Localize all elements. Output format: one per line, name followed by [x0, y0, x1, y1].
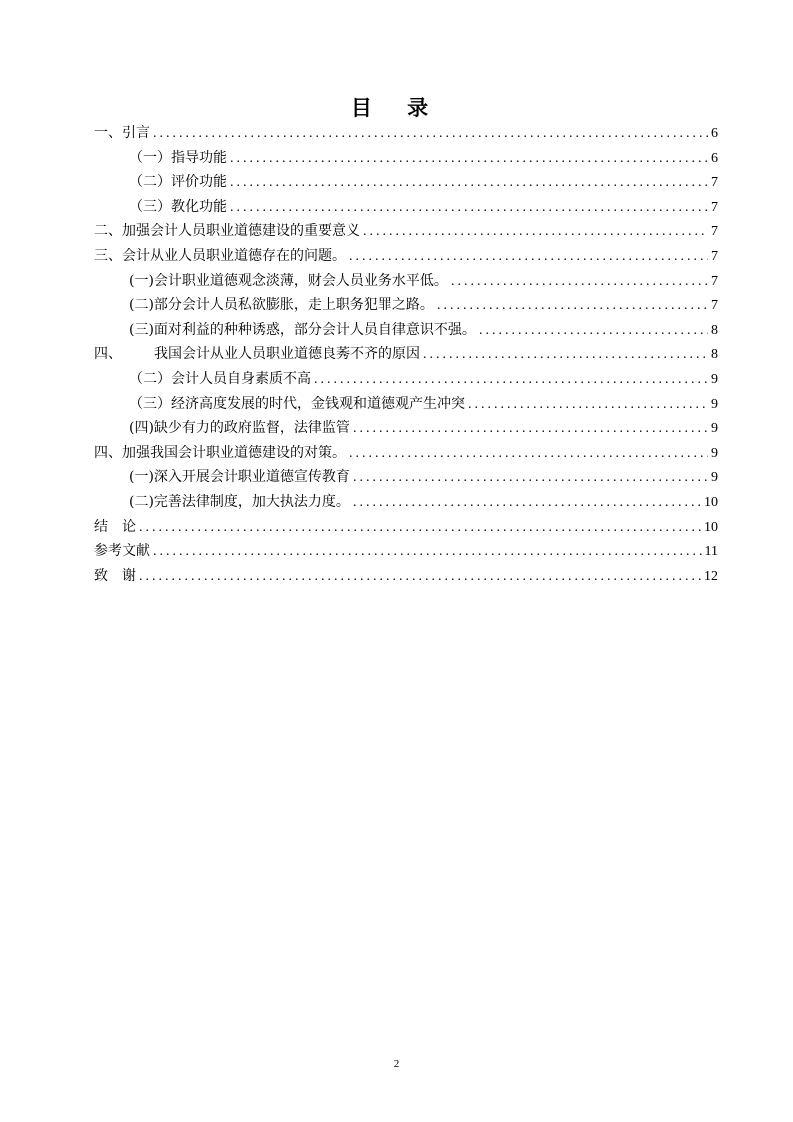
toc-entry-label: 三、会计从业人员职业道德存在的问题。	[94, 247, 346, 264]
toc-entry-page: 7	[711, 248, 718, 264]
toc-entry-acknowledgements[interactable]	[94, 564, 718, 589]
toc-dot-leader	[314, 368, 708, 392]
toc-entry-page: 7	[711, 224, 718, 240]
toc-entry-page: 6	[711, 150, 718, 166]
toc-dot-leader	[353, 491, 701, 515]
page-number: 2	[393, 1058, 400, 1070]
toc-entry-label: 一、引言	[94, 125, 150, 141]
toc-entry-text: 我国会计从业人员职业道德良莠不齐的原因	[154, 346, 420, 363]
toc-dot-leader	[451, 270, 708, 294]
toc-entry-label	[94, 515, 136, 540]
toc-entry-char: 致	[94, 567, 108, 584]
toc-entry-low-quality[interactable]	[94, 367, 718, 392]
toc-entry-guidance[interactable]	[94, 146, 718, 171]
toc-entry-label: （三）经济高度发展的时代，金钱观和道德观产生冲突	[129, 395, 465, 412]
toc-entry-problems[interactable]	[94, 244, 718, 269]
toc-entry-label: (一)会计职业道德观念淡薄，财会人员业务水平低。	[129, 272, 448, 289]
toc-dot-leader	[153, 122, 708, 146]
toc-entry-page: 9	[711, 371, 718, 387]
toc-entry-legal-system[interactable]	[94, 490, 718, 515]
toc-entry-page: 10	[704, 494, 718, 510]
toc-entry-values-conflict[interactable]	[94, 392, 718, 417]
toc-entry-page: 9	[711, 396, 718, 412]
toc-dot-leader	[353, 417, 708, 441]
toc-entry-label: （二）会计人员自身素质不高	[129, 370, 311, 387]
toc-entry-page: 6	[711, 126, 718, 141]
toc-entry-crime[interactable]	[94, 293, 718, 318]
toc-entry-conclusion[interactable]	[94, 515, 718, 540]
toc-entry-education[interactable]	[94, 195, 718, 220]
toc-entry-label: 二、加强会计人员职业道德建设的重要意义	[94, 223, 360, 240]
toc-entry-references[interactable]	[94, 539, 718, 564]
toc-entry-countermeasures[interactable]	[94, 441, 718, 466]
toc-entry-page: 10	[704, 519, 718, 535]
toc-entry-label: (二)部分会计人员私欲膨胀，走上职务犯罪之路。	[129, 297, 434, 314]
toc-entry-page: 7	[711, 175, 718, 191]
toc-dot-leader	[423, 343, 708, 367]
toc-entry-evaluation[interactable]	[94, 170, 718, 195]
toc-entry-label	[94, 342, 420, 367]
toc-dot-leader	[349, 245, 708, 269]
toc-entry-page: 7	[711, 199, 718, 215]
toc-entry-label: 参考文献	[94, 543, 150, 560]
toc-dot-leader	[353, 466, 708, 490]
toc-entry-page: 9	[711, 445, 718, 461]
toc-dot-leader	[230, 196, 708, 220]
page-title: 目 录	[350, 96, 443, 120]
toc-dot-leader	[437, 294, 708, 318]
toc-entry-label: 四、加强我国会计职业道德建设的对策。	[94, 444, 346, 461]
toc-dot-leader	[139, 516, 701, 540]
toc-entry-label	[94, 564, 136, 589]
toc-entry-self-discipline[interactable]	[94, 318, 718, 343]
toc-dot-leader	[139, 565, 701, 589]
toc-entry-introduction[interactable]	[94, 121, 718, 146]
toc-entry-char: 结	[94, 518, 108, 535]
toc-entry-char: 谢	[122, 567, 136, 584]
toc-dot-leader	[230, 147, 708, 171]
toc-entry-page: 7	[711, 273, 718, 289]
toc-entry-page: 11	[704, 544, 718, 560]
toc-entry-label: (二)完善法律制度，加大执法力度。	[129, 493, 350, 510]
table-of-contents	[94, 121, 718, 588]
toc-entry-causes[interactable]	[94, 342, 718, 367]
toc-dot-leader	[479, 319, 708, 343]
toc-entry-label: (一)深入开展会计职业道德宣传教育	[129, 469, 350, 486]
toc-entry-page: 7	[711, 298, 718, 314]
toc-entry-publicity[interactable]	[94, 465, 718, 490]
toc-entry-page: 12	[704, 568, 718, 584]
toc-entry-page: 8	[711, 347, 718, 363]
toc-dot-leader	[468, 393, 708, 417]
toc-entry-label: (四)缺少有力的政府监督，法律监管	[129, 420, 350, 437]
toc-entry-label: （一）指导功能	[129, 149, 227, 166]
toc-entry-significance[interactable]	[94, 219, 718, 244]
toc-entry-label: （二）评价功能	[129, 174, 227, 191]
toc-entry-page: 8	[711, 322, 718, 338]
toc-entry-label: (三)面对利益的种种诱惑，部分会计人员自律意识不强。	[129, 321, 476, 338]
toc-dot-leader	[349, 442, 708, 466]
toc-dot-leader	[230, 171, 708, 195]
toc-entry-char: 论	[122, 518, 136, 535]
toc-entry-page: 9	[711, 470, 718, 486]
toc-dot-leader	[363, 220, 708, 244]
toc-entry-label: （三）教化功能	[129, 198, 227, 215]
toc-entry-weak-ethics[interactable]	[94, 269, 718, 294]
toc-entry-supervision[interactable]	[94, 416, 718, 441]
toc-entry-number: 四、	[94, 346, 122, 363]
toc-entry-page: 9	[711, 421, 718, 437]
toc-dot-leader	[153, 540, 702, 564]
